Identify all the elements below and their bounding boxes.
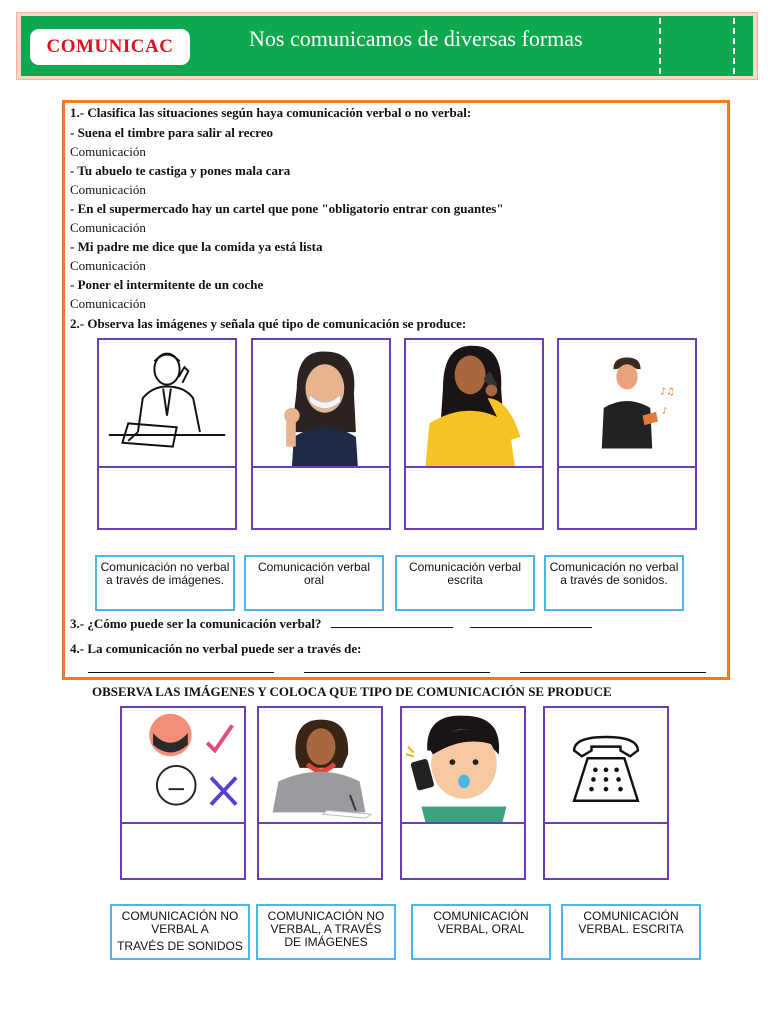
option-label-line: a través de sonidos. xyxy=(560,573,668,587)
man-on-phone-at-desk-icon xyxy=(97,338,237,468)
section-2-title: OBSERVA LAS IMÁGENES Y COLOCA QUE TIPO DE COMUNICACIÓN SE PRODUCE xyxy=(92,684,612,699)
answer-blank[interactable] xyxy=(304,672,490,673)
option-label-line: VERBAL. ESCRITA xyxy=(578,922,684,936)
option-label-line: COMUNICACIÓN xyxy=(433,909,529,923)
answer-box[interactable] xyxy=(251,466,391,530)
boy-phone-speaking-icon xyxy=(400,706,526,824)
answer-blank[interactable] xyxy=(331,627,453,628)
option-label-line: VERBAL A xyxy=(151,922,209,936)
option-label[interactable] xyxy=(561,904,701,960)
masks-check-cross-icon xyxy=(120,706,246,824)
option-label-line: Comunicación no verbal xyxy=(549,560,679,574)
option-label[interactable] xyxy=(95,555,235,611)
option-label-line: Comunicación verbal xyxy=(408,560,522,574)
man-listening-music-phone-icon xyxy=(557,338,697,468)
answer-3[interactable]: Comunicación xyxy=(70,220,146,235)
answer-2[interactable]: Comunicación xyxy=(70,182,146,197)
option-label-line: VERBAL, ORAL xyxy=(437,922,525,936)
situation-3: - En el supermercado hay un cartel que pone "obligatorio entrar con guantes" xyxy=(70,201,504,216)
woman-mask-ok-gesture-icon xyxy=(251,338,391,468)
answer-box[interactable] xyxy=(557,466,697,530)
woman-talking-on-phone-icon xyxy=(404,338,544,468)
situation-2: - Tu abuelo te castiga y pones mala cara xyxy=(70,163,291,178)
question-3-title: 3.- ¿Cómo puede ser la comunicación verbal? xyxy=(70,616,322,631)
option-label-line: Comunicación verbal xyxy=(257,560,371,574)
option-label-line: escrita xyxy=(447,573,483,587)
situation-1: - Suena el timbre para salir al recreo xyxy=(70,125,274,140)
option-label-line: COMUNICACIÓN xyxy=(583,909,679,923)
option-label[interactable] xyxy=(110,904,250,960)
header-divider xyxy=(733,18,735,74)
answer-blank[interactable] xyxy=(520,672,706,673)
question-4-title: 4.- La comunicación no verbal puede ser a través de: xyxy=(70,641,362,656)
answer-1[interactable]: Comunicación xyxy=(70,144,146,159)
option-label-line: COMUNICACIÓN NO xyxy=(121,909,239,923)
option-label[interactable] xyxy=(244,555,384,611)
answer-blank[interactable] xyxy=(470,627,592,628)
answer-blank[interactable] xyxy=(88,672,274,673)
header-divider xyxy=(659,18,661,74)
answer-box[interactable] xyxy=(543,822,669,880)
answer-box[interactable] xyxy=(257,822,383,880)
question-2-title: 2.- Observa las imágenes y señala qué tipo de comunicación se produce: xyxy=(70,316,467,331)
option-label[interactable] xyxy=(256,904,396,960)
option-label-line: DE IMÁGENES xyxy=(284,935,368,949)
page-title: Nos comunicamos de diversas formas xyxy=(249,26,583,51)
question-3 xyxy=(70,616,592,632)
option-label[interactable] xyxy=(544,555,684,611)
svg-text:♪: ♪ xyxy=(661,406,668,417)
option-label[interactable] xyxy=(411,904,551,960)
subject-badge: COMUNICAC xyxy=(30,29,190,65)
option-label-line: TRAVÉS DE SONIDOS xyxy=(117,939,243,953)
answer-box[interactable] xyxy=(120,822,246,880)
option-label-line: Comunicación no verbal xyxy=(100,560,230,574)
woman-writing-icon xyxy=(257,706,383,824)
option-label-line: a través de imágenes. xyxy=(105,573,225,587)
answer-box[interactable] xyxy=(400,822,526,880)
answer-4[interactable]: Comunicación xyxy=(70,258,146,273)
telephone-icon xyxy=(543,706,669,824)
option-label-line: COMUNICACIÓN NO xyxy=(267,909,385,923)
situation-5: - Poner el intermitente de un coche xyxy=(70,277,264,292)
option-label[interactable] xyxy=(395,555,535,611)
answer-5[interactable]: Comunicación xyxy=(70,296,146,311)
answer-box[interactable] xyxy=(97,466,237,530)
situation-4: - Mi padre me dice que la comida ya está lista xyxy=(70,239,323,254)
svg-text:♪♫: ♪♫ xyxy=(659,386,675,398)
answer-box[interactable] xyxy=(404,466,544,530)
option-label-line: VERBAL, A TRAVÉS xyxy=(270,922,382,936)
option-label-line: oral xyxy=(303,573,324,587)
question-1-title: 1.- Clasifica las situaciones según haya comunicación verbal o no verbal: xyxy=(70,105,472,120)
